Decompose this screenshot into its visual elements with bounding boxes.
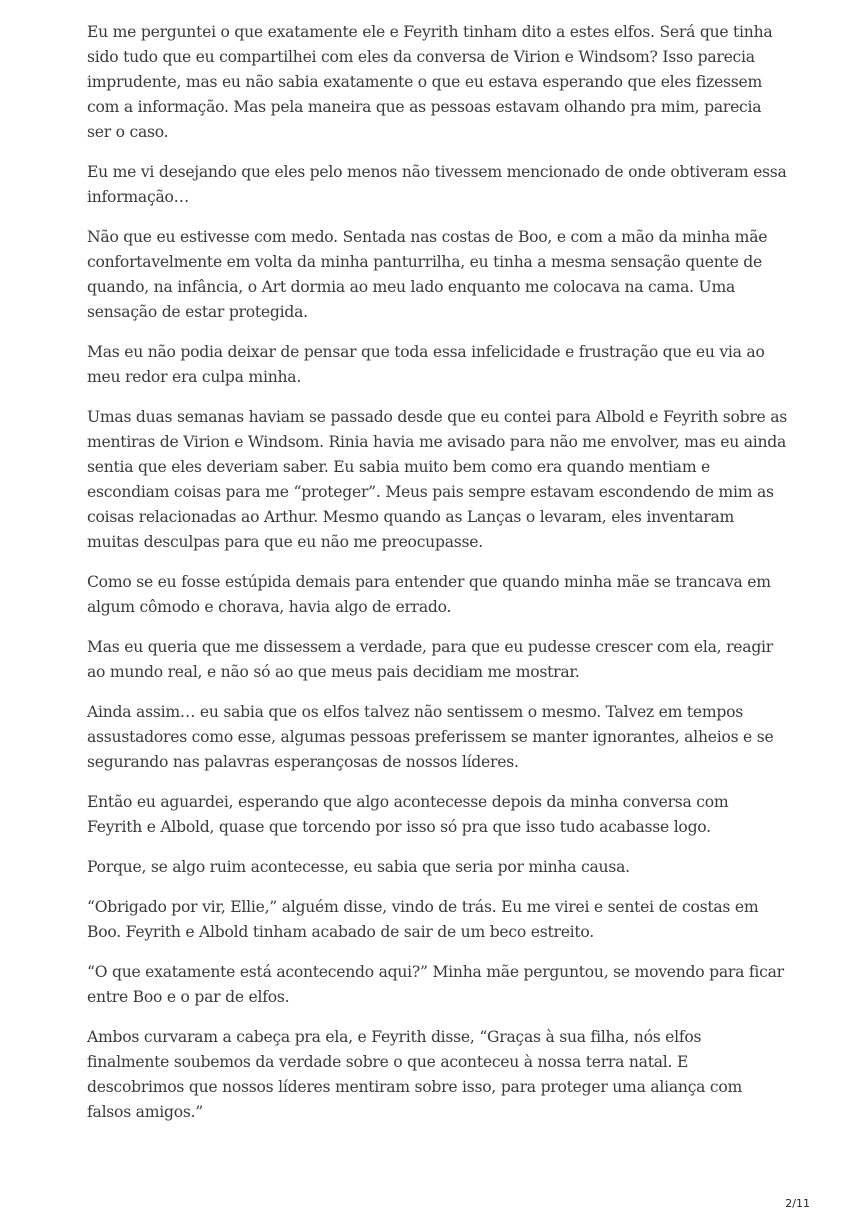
document-body (87, 20, 787, 1140)
paragraph: Mas eu não podia deixar de pensar que toda essa infelicidade e frustração que eu via ao meu redor era culpa minha. (87, 343, 765, 386)
page-number: 2/11 (785, 1197, 810, 1210)
paragraph: Porque, se algo ruim acontecesse, eu sabia que seria por minha causa. (87, 858, 630, 876)
paragraph: Eu me perguntei o que exatamente ele e Feyrith tinham dito a estes elfos. Será que tinha sido tudo que eu compartilhei com eles da conversa de Virion e Windsom? Isso parecia imprudente, mas eu não sabia exatamente o que eu estava esperando que eles fizessem com a informação. Mas pela maneira que as pessoas estavam olhando pra mim, parecia ser o caso. (87, 23, 773, 141)
paragraph: Como se eu fosse estúpida demais para entender que quando minha mãe se trancava em algum cômodo e chorava, havia algo de errado. (87, 573, 771, 616)
paragraph: Não que eu estivesse com medo. Sentada nas costas de Boo, e com a mão da minha mãe confortavelmente em volta da minha panturrilha, eu tinha a mesma sensação quente de quando, na infância, o Art dormia ao meu lado enquanto me colocava na cama. Uma sensação de estar protegida. (87, 228, 768, 321)
paragraph: Mas eu queria que me dissessem a verdade, para que eu pudesse crescer com ela, reagir ao mundo real, e não só ao que meus pais decidiam me mostrar. (87, 638, 773, 681)
paragraph: Umas duas semanas haviam se passado desde que eu contei para Albold e Feyrith sobre as mentiras de Virion e Windsom. Rinia havia me avisado para não me envolver, mas eu ainda sentia que eles deveriam saber. Eu sabia muito bem como era quando mentiam e escondiam coisas para me “proteger”. Meus pais sempre estavam escondendo de mim as coisas relacionadas ao Arthur. Mesmo quando as Lanças o levaram, eles inventaram muitas desculpas para que eu não me preocupasse. (87, 408, 788, 551)
paragraph: “O que exatamente está acontecendo aqui?” Minha mãe perguntou, se movendo para ficar entre Boo e o par de elfos. (87, 963, 784, 1006)
paragraph: Então eu aguardei, esperando que algo acontecesse depois da minha conversa com Feyrith e Albold, quase que torcendo por isso só pra que isso tudo acabasse logo. (87, 793, 729, 836)
paragraph: Eu me vi desejando que eles pelo menos não tivessem mencionado de onde obtiveram essa informação… (87, 163, 787, 206)
paragraph: Ainda assim… eu sabia que os elfos talvez não sentissem o mesmo. Talvez em tempos assustadores como esse, algumas pessoas preferissem se manter ignorantes, alheios e se segurando nas palavras esperançosas de nossos líderes. (87, 703, 774, 771)
paragraph: “Obrigado por vir, Ellie,” alguém disse, vindo de trás. Eu me virei e sentei de costas em Boo. Feyrith e Albold tinham acabado de sair de um beco estreito. (87, 898, 759, 941)
paragraph: Ambos curvaram a cabeça pra ela, e Feyrith disse, “Graças à sua filha, nós elfos finalmente soubemos da verdade sobre o que aconteceu à nossa terra natal. E descobrimos que nossos líderes mentiram sobre isso, para proteger uma aliança com falsos amigos.” (87, 1028, 743, 1121)
